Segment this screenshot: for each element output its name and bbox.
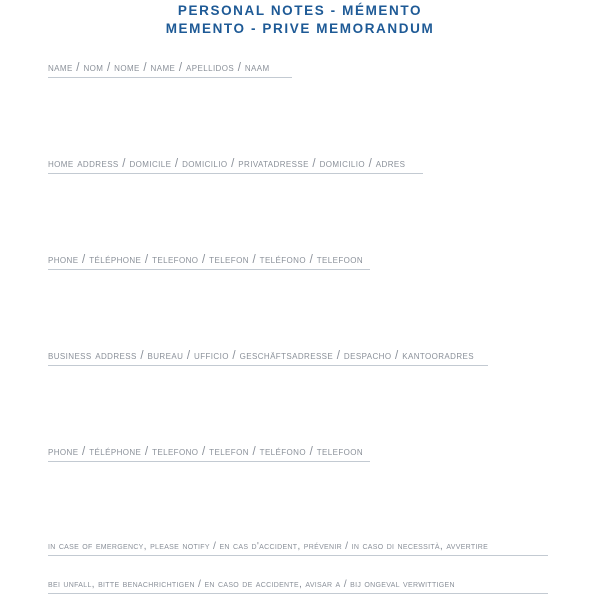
field-home-address-label: home address / domicile / domicilio / privatadresse / domicilio / adres [48,158,406,170]
field-home-phone-line[interactable] [48,269,370,270]
spacer [48,366,552,446]
field-business-address [48,350,552,366]
field-name-label: name / nom / nome / name / apellidos / naam [48,62,270,74]
emergency-section [0,540,600,594]
spacer [48,270,552,350]
field-name [48,62,552,78]
spacer [0,490,600,518]
field-home-address [48,158,552,174]
emergency-line-2[interactable] [48,593,548,594]
emergency-row-en-fr-it [48,540,552,556]
field-name-line[interactable] [48,77,292,78]
emergency-label-de-es-nl: bei unfall, bitte benachrichtigen / en caso de accidente, avisar a / bij ongeval verwittigen [48,578,455,590]
field-business-phone [48,446,552,462]
field-business-phone-label: phone / téléphone / telefono / telefon / teléfono / telefoon [48,446,364,458]
title-line-1: PERSONAL NOTES - MÉMENTO [177,3,423,18]
field-home-address-line[interactable] [48,173,423,174]
spacer [48,174,552,254]
spacer [0,462,600,490]
field-business-address-line[interactable] [48,365,488,366]
spacer [48,78,552,158]
form-fields [0,62,600,462]
field-business-address-label: business address / bureau / ufficio / geschäftsadresse / despacho / kantooradres [48,350,474,362]
emergency-row-de-es-nl [48,578,552,594]
spacer [48,556,552,578]
field-home-phone [48,254,552,270]
emergency-label-en-fr-it: in case of emergency, please notify / en cas d'accident, prévenir / in caso di necessità, avvertire [48,540,489,552]
title-line-2: MEMENTO - PRIVE MEMORANDUM [165,21,435,36]
spacer [0,518,600,540]
field-home-phone-label: phone / téléphone / telefono / telefon / teléfono / telefoon [48,254,364,266]
field-business-phone-line[interactable] [48,461,370,462]
document-title [0,0,600,38]
